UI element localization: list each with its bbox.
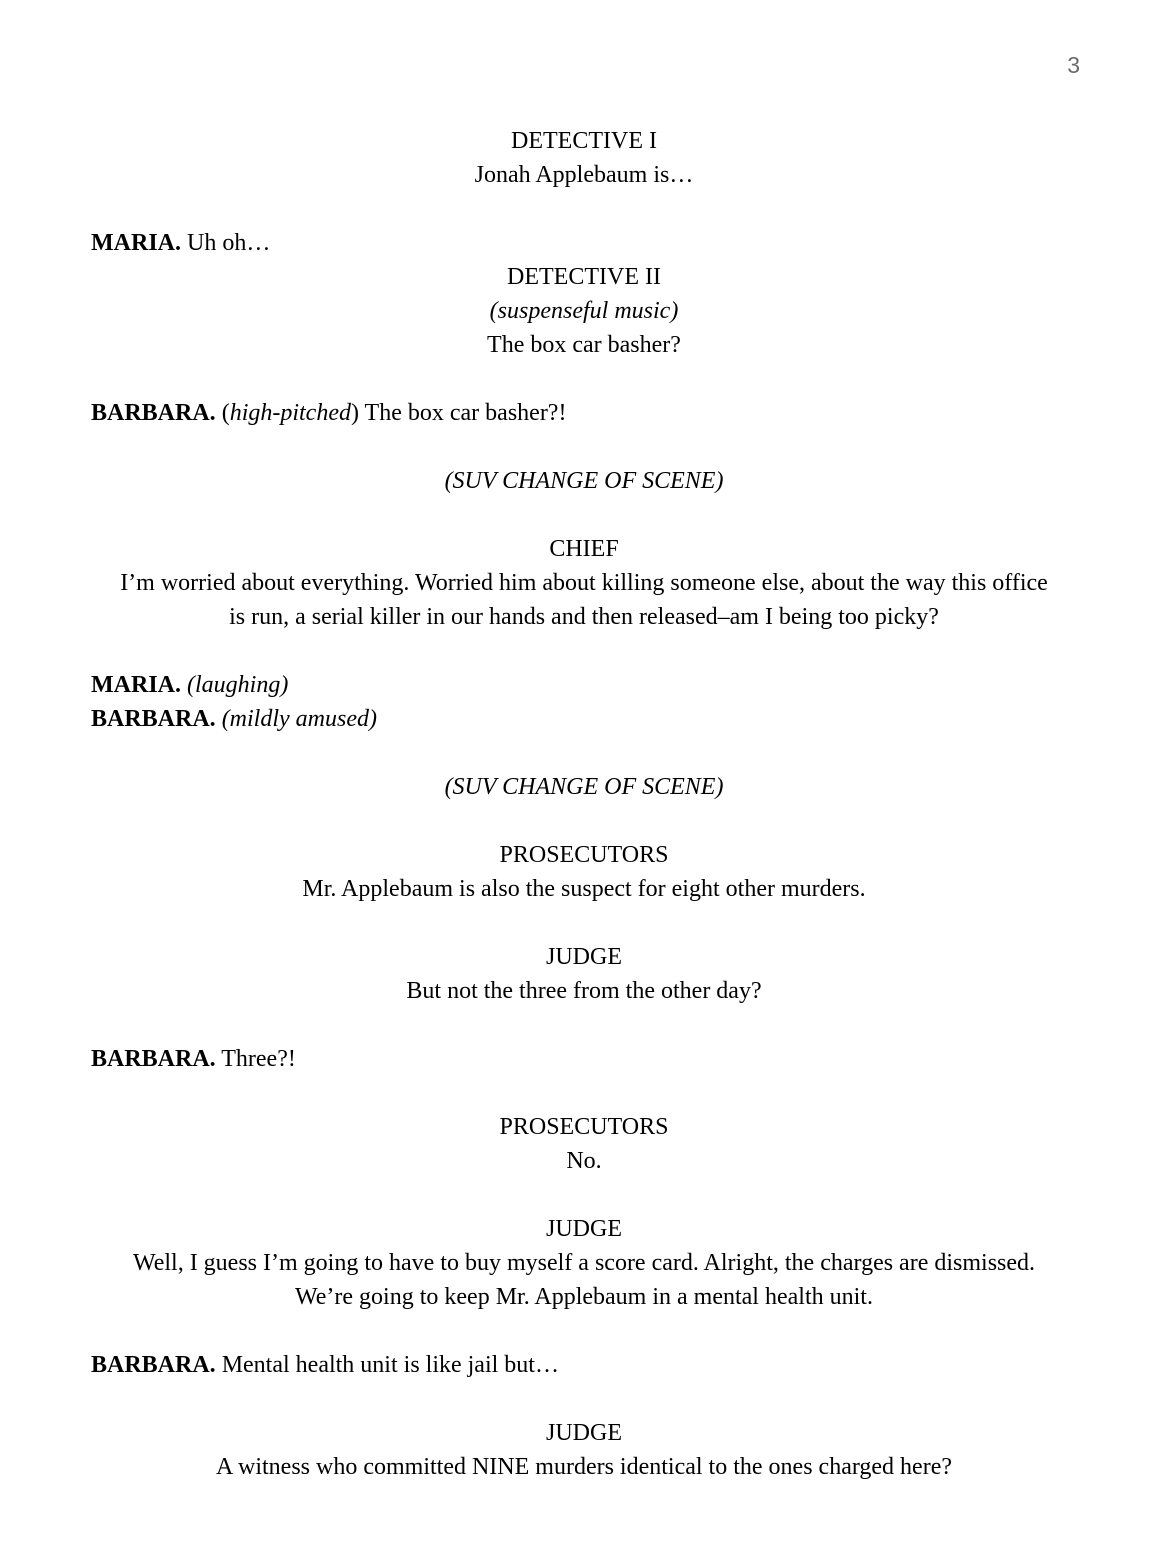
dialogue-line: But not the three from the other day?: [406, 978, 762, 1004]
dialogue-line: Jonah Applebaum is…: [474, 162, 694, 188]
speaker-name: BARBARA.: [91, 706, 216, 732]
speaker-name: JUDGE: [546, 1420, 622, 1446]
dialogue-line: The box car basher?: [487, 332, 681, 358]
dialogue-prosecutors: [91, 838, 1077, 906]
speaker-name: BARBARA.: [91, 1046, 216, 1072]
speaker-name: BARBARA.: [91, 1352, 216, 1378]
speaker-name: MARIA.: [91, 230, 181, 256]
dialogue-line: A witness who committed NINE murders identical to the ones charged here?: [215, 1454, 953, 1480]
inline-line-barbara: [91, 1042, 1077, 1076]
dialogue-line: is run, a serial killer in our hands and then released–am I being too picky?: [229, 604, 939, 630]
speaker-name: DETECTIVE I: [511, 128, 657, 154]
dialogue-detective-2: [91, 260, 1077, 362]
stage-direction: high-pitched: [229, 400, 351, 426]
dialogue-judge: [91, 1416, 1077, 1484]
speaker-name: DETECTIVE II: [507, 264, 661, 290]
speaker-name: JUDGE: [546, 1216, 622, 1242]
speaker-name: BARBARA.: [91, 400, 216, 426]
dialogue-line: Well, I guess I’m going to have to buy myself a score card. Alright, the charges are dismissed.: [132, 1250, 1036, 1276]
speaker-name: JUDGE: [546, 944, 622, 970]
dialogue-line: Uh oh…: [181, 230, 271, 256]
dialogue-line: No.: [566, 1148, 602, 1174]
stage-direction: (mildly amused): [221, 706, 377, 732]
inline-line-maria: [91, 668, 1077, 702]
speaker-name: PROSECUTORS: [499, 1114, 669, 1140]
dialogue-line: ) The box car basher?!: [351, 400, 567, 426]
scene-transition: (SUV CHANGE OF SCENE): [444, 774, 724, 800]
dialogue-chief: [91, 532, 1077, 634]
scene-transition: (SUV CHANGE OF SCENE): [444, 468, 724, 494]
speaker-name: MARIA.: [91, 672, 181, 698]
inline-line-barbara: [91, 1348, 1077, 1382]
dialogue-judge: [91, 1212, 1077, 1314]
stage-direction: (laughing): [187, 672, 289, 698]
speaker-name: CHIEF: [549, 536, 619, 562]
inline-line-barbara: [91, 702, 1077, 736]
stage-direction: (suspenseful music): [489, 298, 679, 324]
inline-line-barbara: BARBARA. (high-pitched) The box car basher?!: [91, 400, 567, 426]
dialogue-line: Mr. Applebaum is also the suspect for eight other murders.: [302, 876, 866, 902]
dialogue-line: Mental health unit is like jail but…: [215, 1352, 559, 1378]
dialogue-line: We’re going to keep Mr. Applebaum in a mental health unit.: [295, 1284, 873, 1310]
dialogue-line: Three?!: [215, 1046, 296, 1072]
dialogue-line: I’m worried about everything. Worried him about killing someone else, about the way this office: [120, 570, 1048, 596]
inline-line-maria: [91, 226, 1077, 260]
dialogue-detective-1: [91, 124, 1077, 192]
page-number: 3: [1067, 52, 1080, 78]
dialogue-judge: [91, 940, 1077, 1008]
speaker-name: PROSECUTORS: [499, 842, 669, 868]
dialogue-prosecutors: [91, 1110, 1077, 1178]
script-page: [91, 124, 1077, 1484]
